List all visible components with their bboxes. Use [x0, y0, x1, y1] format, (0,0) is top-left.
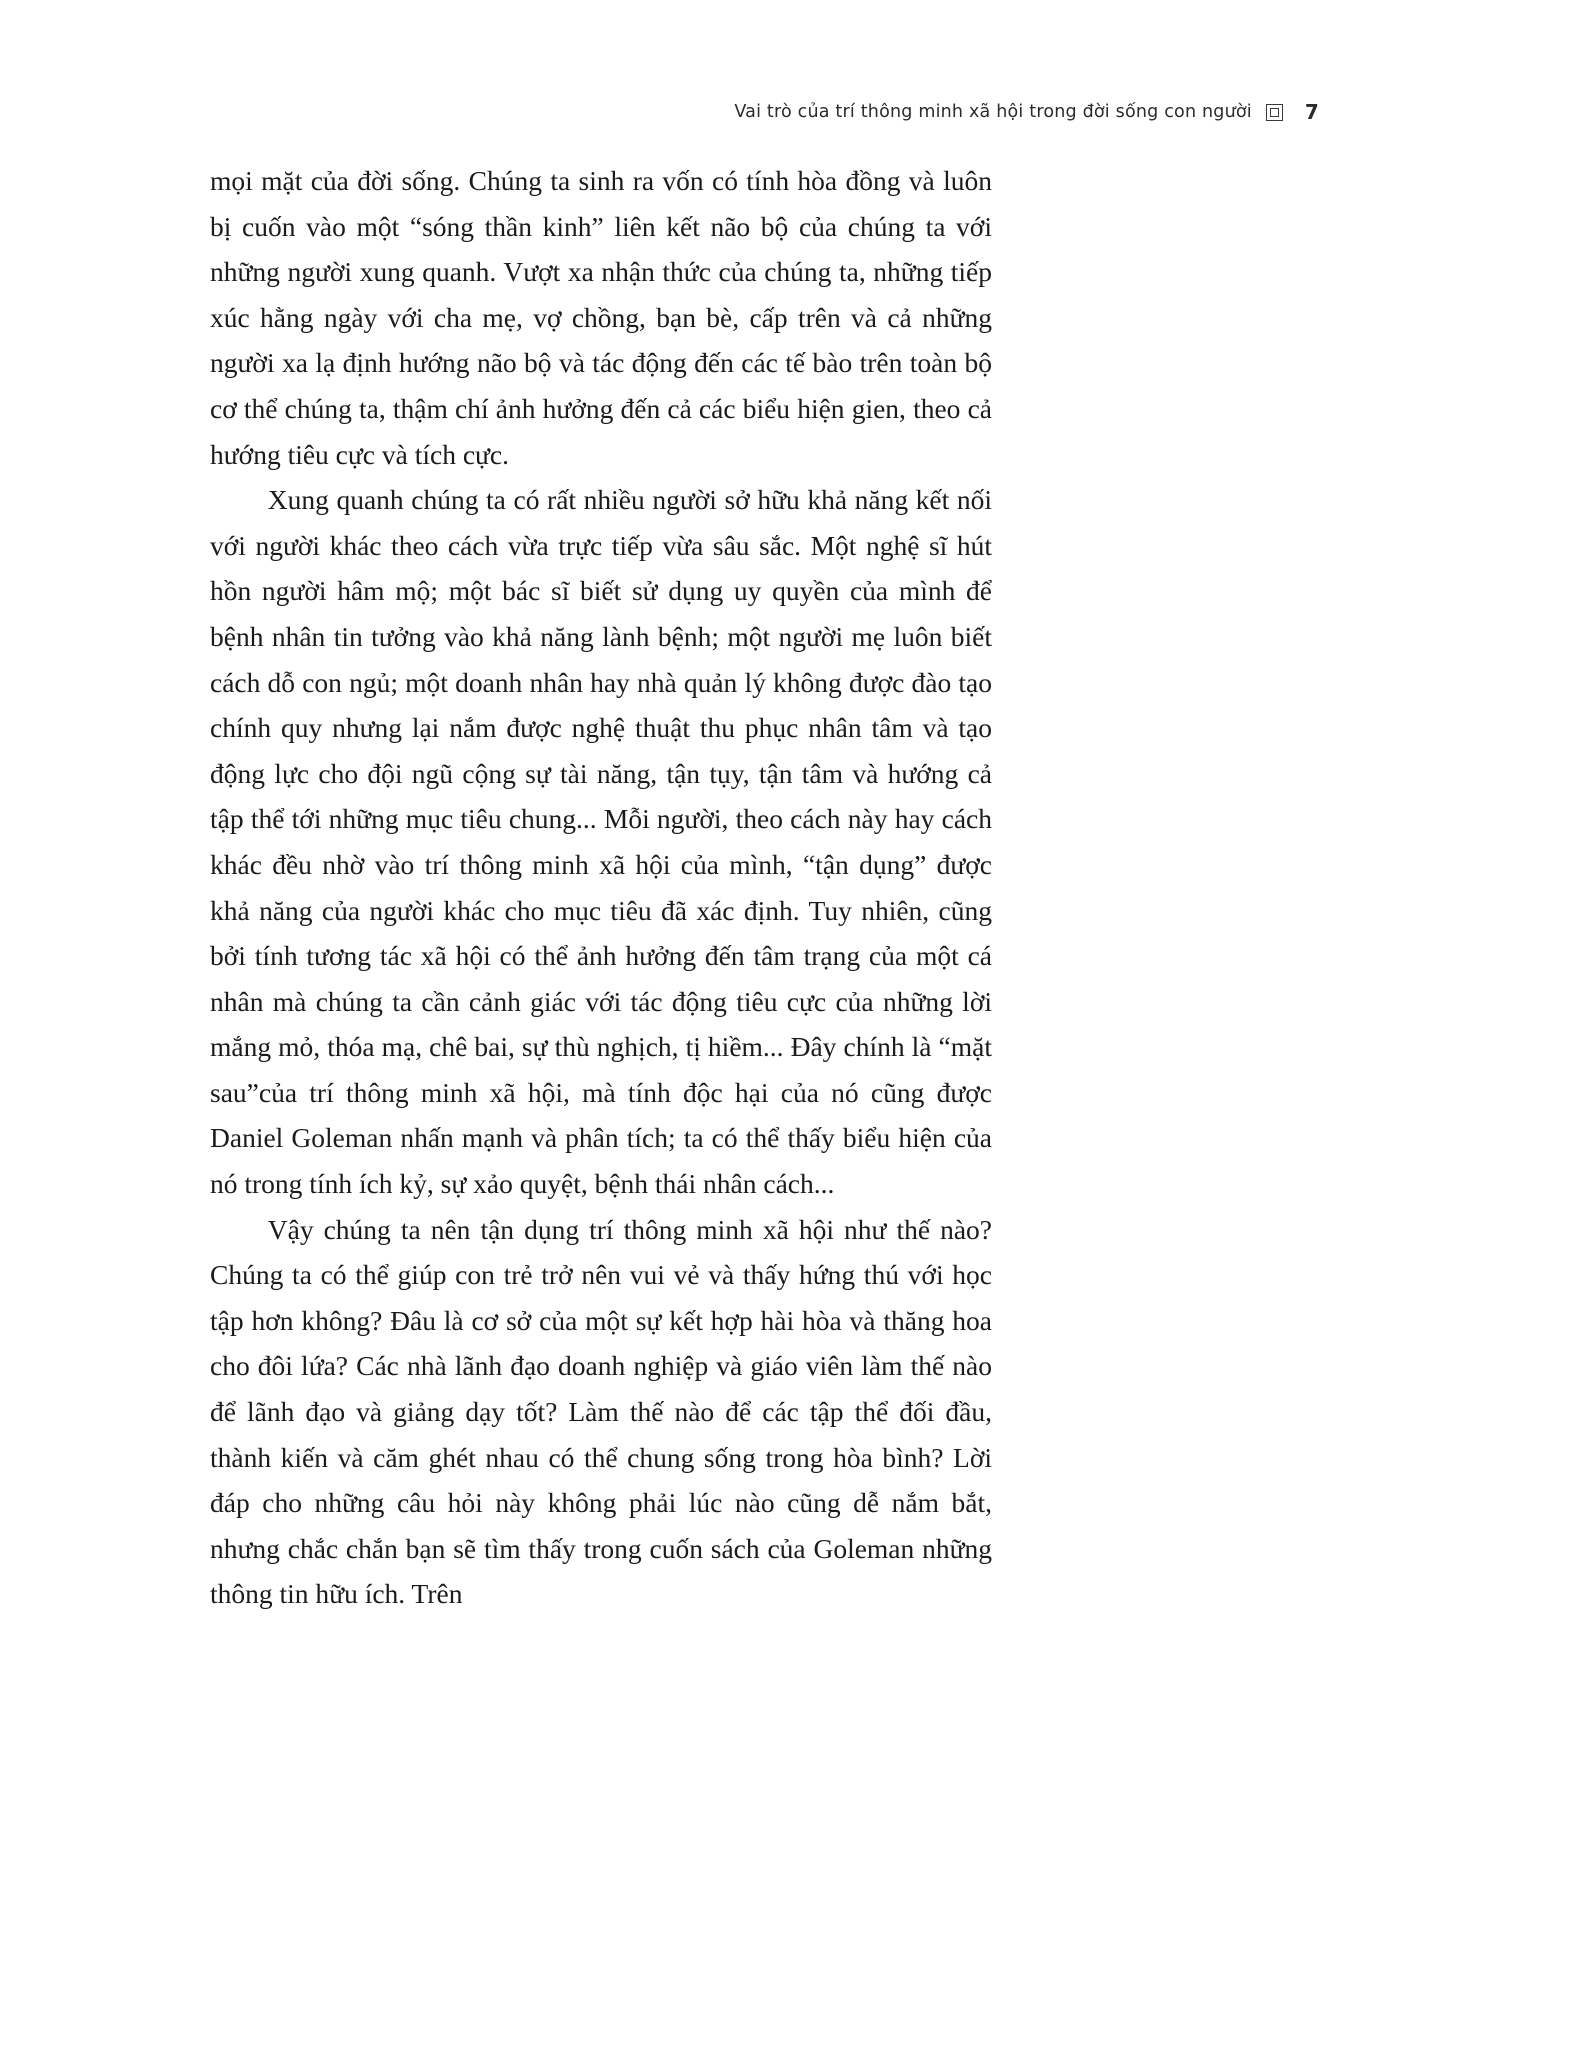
- paragraph: Xung quanh chúng ta có rất nhiều người sở hữu khả năng kết nối với người khác theo cách vừa trực tiếp vừa sâu sắc. Một nghệ sĩ hút hồn người hâm mộ; một bác sĩ biết sử dụng uy quyền của mình để bệnh nhân tin tưởng vào khả năng lành bệnh; một người mẹ luôn biết cách dỗ con ngủ; một doanh nhân hay nhà quản lý không được đào tạo chính quy nhưng lại nắm được nghệ thuật thu phục nhân tâm và tạo động lực cho đội ngũ cộng sự tài năng, tận tụy, tận tâm và hướng cả tập thể tới những mục tiêu chung... Mỗi người, theo cách này hay cách khác đều nhờ vào trí thông minh xã hội của mình, “tận dụng” được khả năng của người khác cho mục tiêu đã xác định. Tuy nhiên, cũng bởi tính tương tác xã hội có thể ảnh hưởng đến tâm trạng của một cá nhân mà chúng ta cần cảnh giác với tác động tiêu cực của những lời mắng mỏ, thóa mạ, chê bai, sự thù nghịch, tị hiềm... Đây chính là “mặt sau”của trí thông minh xã hội, mà tính độc hại của nó cũng được Daniel Goleman nhấn mạnh và phân tích; ta có thể thấy biểu hiện của nó trong tính ích kỷ, sự xảo quyệt, bệnh thái nhân cách...: [210, 484, 992, 1200]
- page-number: 7: [1304, 100, 1319, 124]
- running-head: [0, 100, 1582, 124]
- paragraph: mọi mặt của đời sống. Chúng ta sinh ra vốn có tính hòa đồng và luôn bị cuốn vào một “sóng thần kinh” liên kết não bộ của chúng ta với những người xung quanh. Vượt xa nhận thức của chúng ta, những tiếp xúc hằng ngày với cha mẹ, vợ chồng, bạn bè, cấp trên và cả những người xa lạ định hướng não bộ và tác động đến các tế bào trên toàn bộ cơ thể chúng ta, thậm chí ảnh hưởng đến cả các biểu hiện gien, theo cả hướng tiêu cực và tích cực.: [210, 165, 992, 470]
- running-head-title: Vai trò của trí thông minh xã hội trong đời sống con người: [734, 102, 1252, 122]
- double-square-ornament-icon: [1266, 104, 1283, 121]
- body-text: [210, 158, 992, 1617]
- paragraph: Vậy chúng ta nên tận dụng trí thông minh xã hội như thế nào? Chúng ta có thể giúp con trẻ trở nên vui vẻ và thấy hứng thú với học tập hơn không? Đâu là cơ sở của một sự kết hợp hài hòa và thăng hoa cho đôi lứa? Các nhà lãnh đạo doanh nghiệp và giáo viên làm thế nào để lãnh đạo và giảng dạy tốt? Làm thế nào để các tập thể đối đầu, thành kiến và căm ghét nhau có thể chung sống trong hòa bình? Lời đáp cho những câu hỏi này không phải lúc nào cũng dễ nắm bắt, nhưng chắc chắn bạn sẽ tìm thấy trong cuốn sách của Goleman những thông tin hữu ích. Trên: [210, 1213, 992, 1610]
